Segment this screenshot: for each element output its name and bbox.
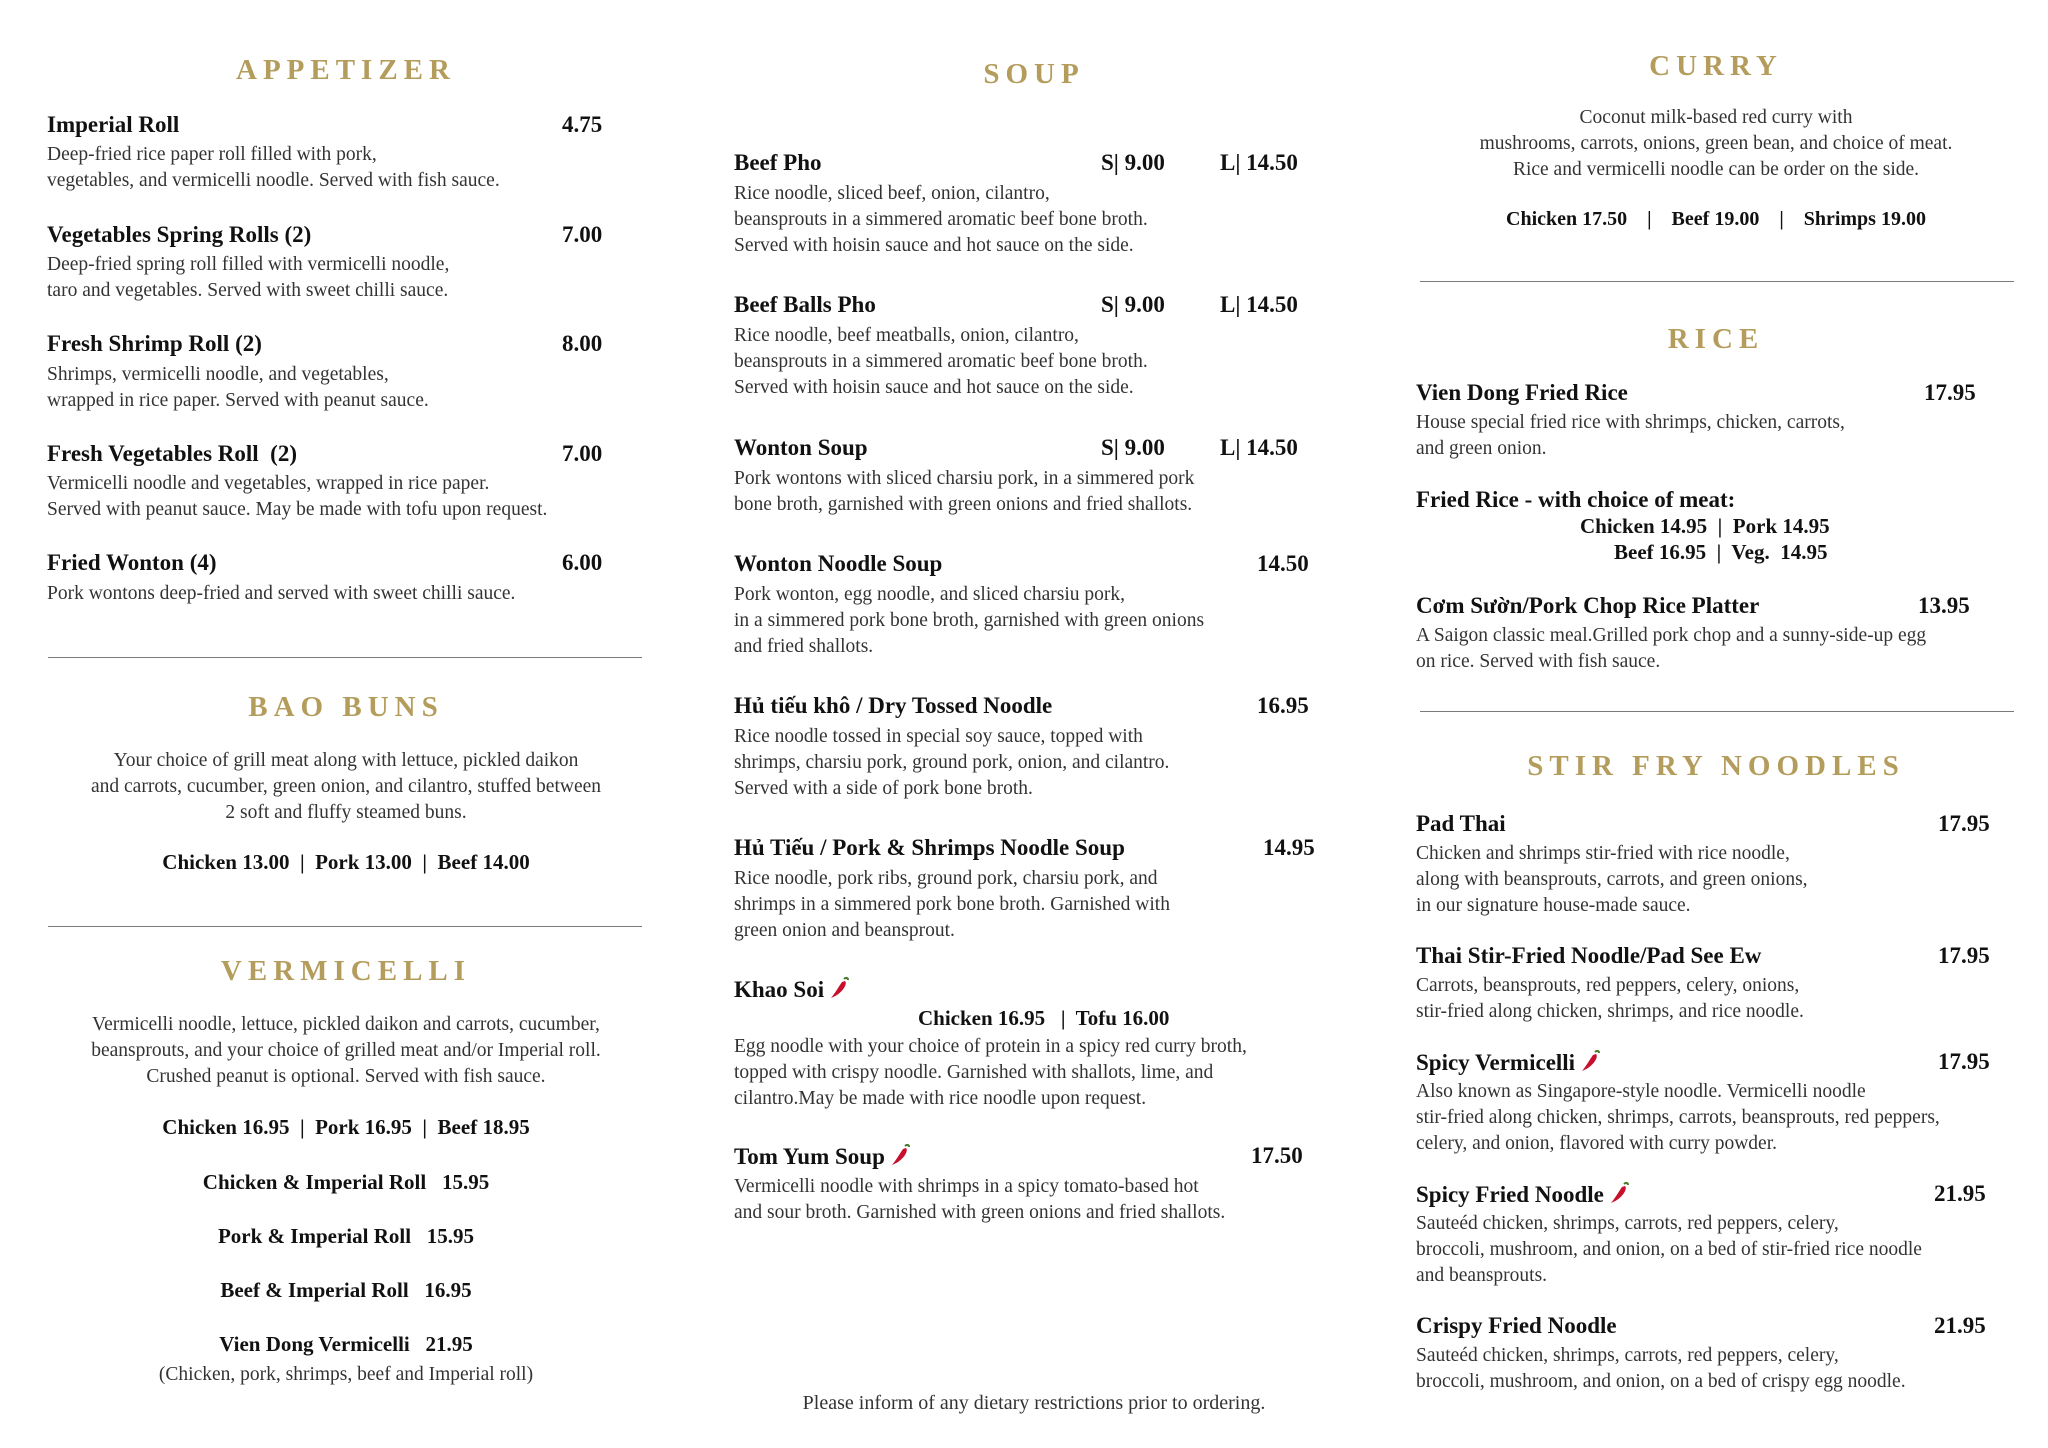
- menu-item-desc: taro and vegetables. Served with sweet chilli sauce.: [47, 280, 449, 301]
- stir-fry-heading: STIR FRY NOODLES: [1527, 750, 1905, 782]
- menu-item-price: 6.00: [562, 550, 603, 575]
- menu-item-desc: Deep-fried rice paper roll filled with pork,: [47, 144, 377, 165]
- menu-item-name: Fresh Shrimp Roll (2): [47, 331, 262, 356]
- menu-item-desc: Sauteéd chicken, shrimps, carrots, red peppers, celery,: [1416, 1345, 1839, 1366]
- menu-item-name: Fresh Vegetables Roll (2): [47, 441, 298, 466]
- menu-item-price-large: L| 14.50: [1220, 435, 1298, 460]
- section-divider: [48, 926, 642, 927]
- menu-item-desc: broccoli, mushroom, and onion, on a bed of crispy egg noodle.: [1416, 1371, 1906, 1392]
- menu-item-name: Fried Rice - with choice of meat:: [1416, 487, 1736, 512]
- menu-item-desc: stir-fried along chicken, shrimps, carrots, beansprouts, red peppers,: [1416, 1107, 1940, 1128]
- menu-item-price: 17.95: [1938, 1049, 1990, 1074]
- menu-item-desc: beansprouts in a simmered aromatic beef bone broth.: [734, 351, 1148, 372]
- menu-item-desc: on rice. Served with fish sauce.: [1416, 651, 1661, 672]
- menu-item-name: Cơm Sườn/Pork Chop Rice Platter: [1416, 593, 1760, 618]
- menu-item-name: Beef Balls Pho: [734, 292, 876, 317]
- menu-item-desc: green onion and beansprout.: [734, 920, 955, 941]
- menu-item-desc: in a simmered pork bone broth, garnished with green onions: [734, 610, 1205, 631]
- menu-item-desc: and green onion.: [1416, 438, 1547, 459]
- menu-item-desc: Rice noodle tossed in special soy sauce, topped with: [734, 726, 1143, 747]
- menu-item-name: Khao Soi: [734, 977, 825, 1002]
- bao-buns-desc: 2 soft and fluffy steamed buns.: [225, 802, 467, 823]
- menu-item-desc: Chicken and shrimps stir-fried with rice noodle,: [1416, 843, 1790, 864]
- menu-item-name: Vegetables Spring Rolls (2): [47, 222, 312, 247]
- dietary-note: Please inform of any dietary restrictions prior to ordering.: [802, 1392, 1266, 1414]
- menu-item-desc: broccoli, mushroom, and onion, on a bed of stir-fried rice noodle: [1416, 1239, 1922, 1260]
- menu-item-title-row: [734, 976, 850, 1005]
- menu-item-desc: beansprouts in a simmered aromatic beef bone broth.: [734, 209, 1148, 230]
- menu-item-name: Spicy Vermicelli: [1416, 1050, 1576, 1075]
- menu-item-name: Hủ Tiếu / Pork & Shrimps Noodle Soup: [734, 835, 1125, 860]
- bao-buns-desc: Your choice of grill meat along with lettuce, pickled daikon: [113, 750, 579, 771]
- menu-item-price: 21.95: [1934, 1181, 1986, 1206]
- menu-item-desc: celery, and onion, flavored with curry powder.: [1416, 1133, 1777, 1154]
- soup-heading: SOUP: [983, 58, 1085, 90]
- menu-item-desc: Served with hoisin sauce and hot sauce on the side.: [734, 377, 1134, 398]
- curry-heading: CURRY: [1649, 50, 1783, 82]
- vermicelli-combo: Beef & Imperial Roll 16.95: [220, 1278, 472, 1302]
- menu-item-price: 8.00: [562, 331, 603, 356]
- menu-item-name: Beef Pho: [734, 150, 822, 175]
- menu-item-prices: Chicken 16.95 | Tofu 16.00: [918, 1006, 1170, 1030]
- menu-item-desc: Deep-fried spring roll filled with vermicelli noodle,: [47, 254, 450, 275]
- menu-item-price-large: L| 14.50: [1220, 292, 1298, 317]
- vermicelli-heading: VERMICELLI: [220, 955, 472, 987]
- menu-item-name: Imperial Roll: [47, 112, 180, 137]
- menu-item-title-row: [1416, 1049, 1601, 1078]
- menu-item-desc: shrimps in a simmered pork bone broth. Garnished with: [734, 894, 1170, 915]
- menu-item-desc: topped with crispy noodle. Garnished with shallots, lime, and: [734, 1062, 1214, 1083]
- menu-item-desc: vegetables, and vermicelli noodle. Served with fish sauce.: [47, 170, 500, 191]
- menu-item-desc: Served with peanut sauce. May be made with tofu upon request.: [47, 499, 548, 520]
- menu-item-price: 14.95: [1263, 835, 1315, 860]
- menu-item-price-small: S| 9.00: [1101, 435, 1165, 460]
- menu-item-desc: A Saigon classic meal.Grilled pork chop and a sunny-side-up egg: [1416, 625, 1927, 646]
- menu-item-price: 16.95: [1257, 693, 1309, 718]
- curry-desc: Rice and vermicelli noodle can be order on the side.: [1512, 159, 1920, 180]
- menu-item-price-large: L| 14.50: [1220, 150, 1298, 175]
- vermicelli-combo: Pork & Imperial Roll 15.95: [217, 1224, 475, 1248]
- bao-buns-prices: Chicken 13.00 | Pork 13.00 | Beef 14.00: [162, 850, 530, 874]
- menu-item-name: Pad Thai: [1416, 811, 1506, 836]
- vermicelli-desc: Vermicelli noodle, lettuce, pickled daikon and carrots, cucumber,: [92, 1014, 600, 1035]
- menu-item-desc: shrimps, charsiu pork, ground pork, onion, and cilantro.: [734, 752, 1170, 773]
- menu-item-name: Thai Stir-Fried Noodle/Pad See Ew: [1416, 943, 1762, 968]
- menu-item-price: 17.95: [1938, 943, 1990, 968]
- curry-desc: Coconut milk-based red curry with: [1579, 107, 1853, 128]
- menu-item-desc: and sour broth. Garnished with green onions and fried shallots.: [734, 1202, 1226, 1223]
- menu-item-desc: Pork wontons deep-fried and served with sweet chilli sauce.: [47, 583, 516, 604]
- chili-pepper-icon: [889, 1143, 911, 1172]
- menu-item-title-row: [1416, 1181, 1630, 1210]
- chili-pepper-icon: [828, 976, 850, 1005]
- appetizer-heading: APPETIZER: [236, 54, 456, 86]
- section-divider: [48, 657, 642, 658]
- menu-item-name: Wonton Soup: [734, 435, 868, 460]
- fried-rice-prices: Beef 16.95 | Veg. 14.95: [1614, 540, 1828, 564]
- menu-item-desc: Also known as Singapore-style noodle. Vermicelli noodle: [1416, 1081, 1866, 1102]
- menu-item-name: Vien Dong Fried Rice: [1416, 380, 1628, 405]
- menu-item-price: 4.75: [562, 112, 603, 137]
- menu-item-price: 14.50: [1257, 551, 1309, 576]
- fried-rice-prices: Chicken 14.95 | Pork 14.95: [1580, 514, 1830, 538]
- menu-item-desc: cilantro.May be made with rice noodle upon request.: [734, 1088, 1147, 1109]
- menu-item-desc: Sauteéd chicken, shrimps, carrots, red peppers, celery,: [1416, 1213, 1839, 1234]
- menu-item-name: Tom Yum Soup: [734, 1144, 885, 1169]
- menu-item-desc: Rice noodle, sliced beef, onion, cilantro,: [734, 183, 1050, 204]
- menu-item-name: Fried Wonton (4): [47, 550, 217, 575]
- menu-item-desc: Pork wontons with sliced charsiu pork, in a simmered pork: [734, 468, 1195, 489]
- vermicelli-combo: Chicken & Imperial Roll 15.95: [202, 1170, 490, 1194]
- menu-item-desc: Shrimps, vermicelli noodle, and vegetables,: [47, 364, 389, 385]
- vermicelli-combo-note: (Chicken, pork, shrimps, beef and Imperial roll): [158, 1364, 534, 1385]
- menu-item-price-small: S| 9.00: [1101, 150, 1165, 175]
- menu-item-price: 7.00: [562, 441, 603, 466]
- menu-item-price-small: S| 9.00: [1101, 292, 1165, 317]
- menu-item-name: Crispy Fried Noodle: [1416, 1313, 1617, 1338]
- rice-heading: RICE: [1667, 323, 1765, 355]
- menu-item-price: 17.50: [1251, 1143, 1303, 1168]
- bao-buns-desc: and carrots, cucumber, green onion, and cilantro, stuffed between: [91, 776, 601, 797]
- curry-desc: mushrooms, carrots, onions, green bean, and choice of meat.: [1479, 133, 1953, 154]
- menu-item-desc: Rice noodle, beef meatballs, onion, cilantro,: [734, 325, 1079, 346]
- vermicelli-desc: beansprouts, and your choice of grilled meat and/or Imperial roll.: [91, 1040, 601, 1061]
- menu-item-desc: Carrots, beansprouts, red peppers, celery, onions,: [1416, 975, 1800, 996]
- menu-item-desc: Rice noodle, pork ribs, ground pork, charsiu pork, and: [734, 868, 1158, 889]
- menu-item-price: 7.00: [562, 222, 603, 247]
- menu-item-desc: Pork wonton, egg noodle, and sliced charsiu pork,: [734, 584, 1126, 605]
- chili-pepper-icon: [1579, 1049, 1601, 1078]
- vermicelli-prices: Chicken 16.95 | Pork 16.95 | Beef 18.95: [162, 1115, 530, 1139]
- vermicelli-desc: Crushed peanut is optional. Served with fish sauce.: [146, 1066, 546, 1087]
- menu-item-desc: Vermicelli noodle and vegetables, wrapped in rice paper.: [47, 473, 490, 494]
- menu-item-name: Hủ tiếu khô / Dry Tossed Noodle: [734, 693, 1053, 718]
- menu-item-name: Spicy Fried Noodle: [1416, 1182, 1604, 1207]
- menu-item-desc: Served with hoisin sauce and hot sauce on the side.: [734, 235, 1134, 256]
- menu-item-price: 13.95: [1918, 593, 1970, 618]
- menu-item-desc: and fried shallots.: [734, 636, 874, 657]
- menu-item-price: 17.95: [1924, 380, 1976, 405]
- curry-prices: Chicken 17.50 | Beef 19.00 | Shrimps 19.00: [1506, 208, 1926, 230]
- menu-item-price: 21.95: [1934, 1313, 1986, 1338]
- menu-item-desc: in our signature house-made sauce.: [1416, 895, 1691, 916]
- menu-item-name: Wonton Noodle Soup: [734, 551, 943, 576]
- menu-item-price: 17.95: [1938, 811, 1990, 836]
- menu-item-desc: along with beansprouts, carrots, and green onions,: [1416, 869, 1808, 890]
- menu-item-desc: and beansprouts.: [1416, 1265, 1548, 1286]
- menu-item-title-row: [734, 1143, 911, 1172]
- menu-item-desc: Served with a side of pork bone broth.: [734, 778, 1033, 799]
- menu-item-desc: bone broth, garnished with green onions and fried shallots.: [734, 494, 1193, 515]
- menu-item-desc: Vermicelli noodle with shrimps in a spicy tomato-based hot: [734, 1176, 1199, 1197]
- chili-pepper-icon: [1608, 1181, 1630, 1210]
- section-divider: [1420, 711, 2014, 712]
- bao-buns-heading: BAO BUNS: [248, 691, 444, 723]
- menu-item-desc: wrapped in rice paper. Served with peanut sauce.: [47, 390, 429, 411]
- section-divider: [1420, 281, 2014, 282]
- menu-item-desc: Egg noodle with your choice of protein in a spicy red curry broth,: [734, 1036, 1247, 1057]
- menu-item-desc: stir-fried along chicken, shrimps, and rice noodle.: [1416, 1001, 1804, 1022]
- vermicelli-combo: Vien Dong Vermicelli 21.95: [219, 1332, 473, 1356]
- menu-item-desc: House special fried rice with shrimps, chicken, carrots,: [1416, 412, 1845, 433]
